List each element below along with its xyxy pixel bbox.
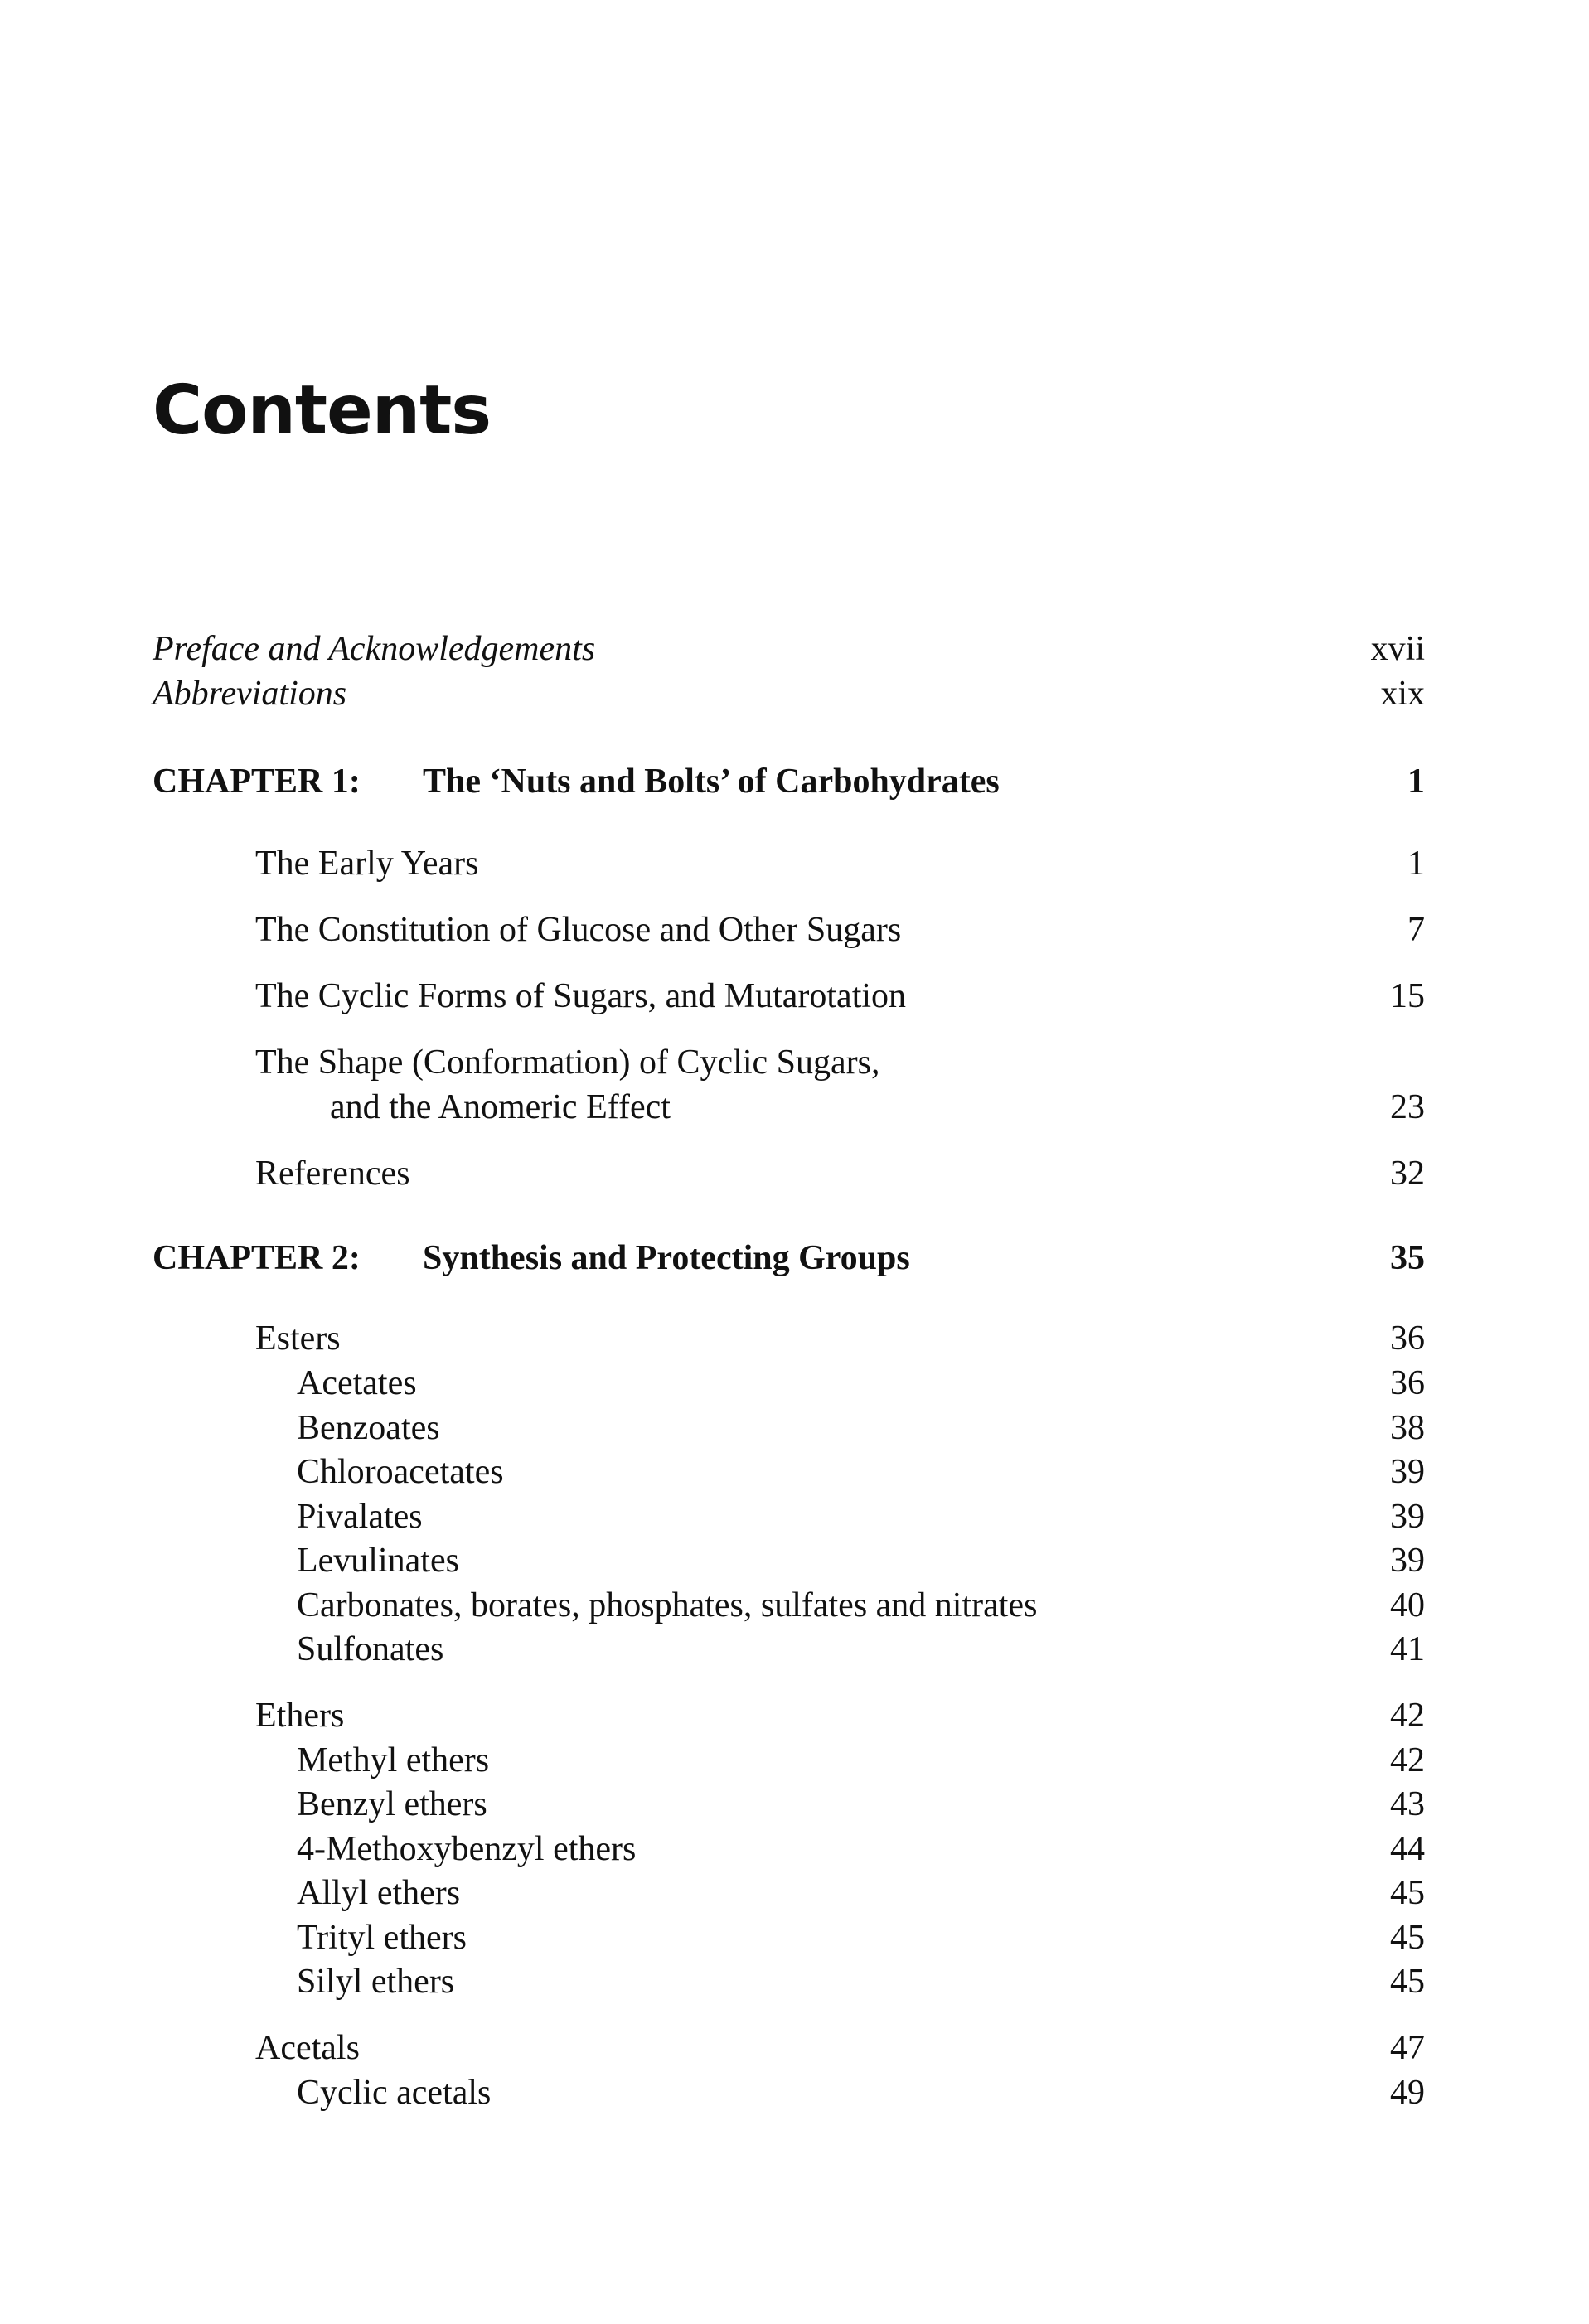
toc-page-number: 49	[1390, 2074, 1425, 2112]
toc-page-number: 40	[1390, 1586, 1425, 1624]
chapter-number: CHAPTER 1:	[153, 763, 361, 801]
toc-entry-label: Silyl ethers	[297, 1963, 455, 2001]
toc-entry-label: and the Anomeric Effect	[330, 1088, 671, 1126]
chapter-title: Synthesis and Protecting Groups	[423, 1239, 910, 1277]
toc-page-number: 23	[1390, 1088, 1425, 1126]
toc-page-number: 45	[1390, 1919, 1425, 1957]
toc-entry-label: Benzoates	[297, 1409, 440, 1447]
toc-entry[interactable]	[153, 975, 1425, 1018]
toc-page-number: 47	[1390, 2029, 1425, 2067]
toc-entry-label: Benzyl ethers	[297, 1785, 487, 1823]
toc-page-number: 39	[1390, 1542, 1425, 1580]
toc-page-number: 44	[1390, 1830, 1425, 1868]
toc-entry-label: The Constitution of Glucose and Other Sugars	[255, 911, 902, 949]
toc-entry-label: Chloroacetates	[297, 1453, 504, 1491]
toc-entry-label: Levulinates	[297, 1542, 459, 1580]
toc-subentry[interactable]	[153, 1450, 1425, 1494]
toc-entry-label: Methyl ethers	[297, 1741, 490, 1779]
toc-page-number: 36	[1390, 1364, 1425, 1402]
toc-subentry[interactable]	[153, 1783, 1425, 1826]
toc-subentry[interactable]	[153, 1539, 1425, 1582]
toc-subentry[interactable]	[153, 1362, 1425, 1405]
toc-page-number: 1	[1407, 763, 1425, 801]
toc-entry[interactable]	[153, 908, 1425, 951]
toc-page-number: 42	[1390, 1697, 1425, 1735]
toc-subentry[interactable]	[153, 1828, 1425, 1871]
toc-entry[interactable]	[153, 842, 1425, 885]
toc-entry-label: 4-Methoxybenzyl ethers	[297, 1830, 637, 1868]
toc-entry[interactable]	[153, 1041, 1425, 1084]
toc-page-number: 41	[1390, 1630, 1425, 1668]
chapter-number: CHAPTER 2:	[153, 1239, 361, 1277]
toc-page-number: 42	[1390, 1741, 1425, 1779]
toc-entry-continuation[interactable]	[153, 1086, 1425, 1129]
toc-subentry[interactable]	[153, 1916, 1425, 1959]
toc-page-number: 32	[1390, 1155, 1425, 1193]
toc-entry-label: The Cyclic Forms of Sugars, and Mutarotation	[255, 977, 907, 1015]
toc-entry[interactable]	[153, 1152, 1425, 1195]
toc-entry-abbreviations[interactable]	[153, 672, 1425, 715]
toc-entry-label: Abbreviations	[153, 675, 347, 713]
chapter-title: The ‘Nuts and Bolts’ of Carbohydrates	[423, 763, 1000, 801]
toc-entry-label: Sulfonates	[297, 1630, 444, 1668]
toc-page-number: 36	[1390, 1319, 1425, 1358]
toc-entry-label: Cyclic acetals	[297, 2074, 492, 2112]
toc-section[interactable]	[153, 1694, 1425, 1737]
toc-subentry[interactable]	[153, 1871, 1425, 1915]
chapter-heading-1[interactable]	[153, 760, 1425, 803]
toc-page-number: 39	[1390, 1453, 1425, 1491]
toc-section-label: Acetals	[255, 2029, 360, 2067]
toc-subentry[interactable]	[153, 2071, 1425, 2114]
toc-entry-label: Preface and Acknowledgements	[153, 630, 596, 668]
toc-entry-label: Acetates	[297, 1364, 417, 1402]
toc-page-number: 35	[1390, 1239, 1425, 1277]
toc-page-number: xix	[1380, 675, 1425, 713]
toc-section-label: Esters	[255, 1319, 341, 1358]
toc-page-number: 45	[1390, 1874, 1425, 1912]
toc-section-label: Ethers	[255, 1697, 345, 1735]
toc-subentry[interactable]	[153, 1739, 1425, 1782]
toc-subentry[interactable]	[153, 1407, 1425, 1450]
toc-subentry[interactable]	[153, 1628, 1425, 1671]
toc-section[interactable]	[153, 2026, 1425, 2070]
toc-subentry[interactable]	[153, 1960, 1425, 2003]
toc-page-number: 45	[1390, 1963, 1425, 2001]
page-title: Contents	[153, 371, 492, 450]
toc-entry-label: Carbonates, borates, phosphates, sulfates and nitrates	[297, 1586, 1038, 1624]
toc-page-number: xvii	[1370, 630, 1425, 668]
toc-subentry[interactable]	[153, 1495, 1425, 1538]
toc-entry-label: The Early Years	[255, 845, 479, 883]
chapter-heading-2[interactable]	[153, 1237, 1425, 1280]
toc-subentry[interactable]	[153, 1584, 1425, 1627]
toc-entry-label: Trityl ethers	[297, 1919, 467, 1957]
toc-entry-label: The Shape (Conformation) of Cyclic Sugars,	[255, 1043, 880, 1082]
toc-entry-label: Allyl ethers	[297, 1874, 461, 1912]
toc-section[interactable]	[153, 1317, 1425, 1360]
toc-page-number: 43	[1390, 1785, 1425, 1823]
toc-entry-label: References	[255, 1155, 410, 1193]
toc-page-number: 1	[1407, 845, 1425, 883]
toc-entry-label: Pivalates	[297, 1498, 423, 1536]
toc-entry-preface[interactable]	[153, 627, 1425, 671]
toc-page-number: 15	[1390, 977, 1425, 1015]
toc-page-number: 38	[1390, 1409, 1425, 1447]
toc-page-number: 7	[1407, 911, 1425, 949]
toc-page-number: 39	[1390, 1498, 1425, 1536]
